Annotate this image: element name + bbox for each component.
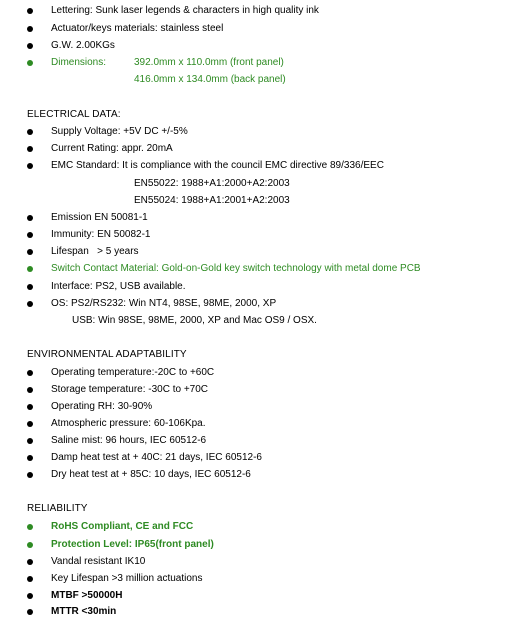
- dimensions-front: 392.0mm x 110.0mm (front panel): [134, 57, 284, 68]
- bullet-icon: [27, 387, 33, 393]
- item-text: EMC Standard: It is compliance with the council EMC directive 89/336/EEC: [51, 160, 384, 171]
- bullet-icon: [27, 8, 33, 14]
- bullet-icon: [27, 542, 33, 548]
- item-text: Operating temperature:-20C to +60C: [51, 367, 215, 378]
- bullet-icon: [27, 576, 33, 582]
- item-text: Atmospheric pressure: 60-106Kpa.: [51, 418, 206, 429]
- bullet-icon: [27, 455, 33, 461]
- item-text: G.W. 2.00KGs: [51, 40, 115, 51]
- bullet-icon: [27, 524, 33, 530]
- item-text: Storage temperature: -30C to +70C: [51, 384, 209, 395]
- bullet-icon: [27, 163, 33, 169]
- bullet-icon: [27, 370, 33, 376]
- bullet-icon: [27, 284, 33, 290]
- bullet-icon: [27, 472, 33, 478]
- item-text: MTTR <30min: [51, 606, 117, 617]
- item-text: Switch Contact Material: Gold-on-Gold key switch technology with metal dome PCB: [51, 263, 421, 274]
- bullet-icon: [27, 60, 33, 66]
- bullet-icon: [27, 232, 33, 238]
- item-text: RoHS Compliant, CE and FCC: [51, 521, 194, 532]
- bullet-icon: [27, 215, 33, 221]
- section-title-environmental: ENVIRONMENTAL ADAPTABILITY: [27, 349, 187, 360]
- item-text: MTBF >50000H: [51, 590, 123, 601]
- bullet-icon: [27, 43, 33, 49]
- item-text: Lifespan > 5 years: [51, 246, 139, 257]
- section-title-reliability: RELIABILITY: [27, 503, 88, 514]
- dimensions-back: 416.0mm x 134.0mm (back panel): [134, 74, 286, 85]
- item-text: Actuator/keys materials: stainless steel: [51, 23, 224, 34]
- item-text: Emission EN 50081-1: [51, 212, 148, 223]
- section-title-electrical: ELECTRICAL DATA:: [27, 109, 121, 120]
- bullet-icon: [27, 26, 33, 32]
- bullet-icon: [27, 438, 33, 444]
- bullet-icon: [27, 146, 33, 152]
- item-text: Dry heat test at + 85C: 10 days, IEC 60512-6: [51, 469, 251, 480]
- bullet-icon: [27, 249, 33, 255]
- bullet-icon: [27, 404, 33, 410]
- bullet-icon: [27, 421, 33, 427]
- item-text: Immunity: EN 50082-1: [51, 229, 151, 240]
- item-text: Key Lifespan >3 million actuations: [51, 573, 203, 584]
- bullet-icon: [27, 266, 33, 272]
- dimensions-label: Dimensions:: [51, 57, 107, 68]
- bullet-icon: [27, 301, 33, 307]
- bullet-icon: [27, 609, 33, 615]
- emc-en55024: EN55024: 1988+A1:2001+A2:2003: [134, 195, 290, 206]
- item-text: Damp heat test at + 40C: 21 days, IEC 60512-6: [51, 452, 262, 463]
- item-text: Lettering: Sunk laser legends & characters in high quality ink: [51, 5, 319, 16]
- bullet-icon: [27, 129, 33, 135]
- os-usb: USB: Win 98SE, 98ME, 2000, XP and Mac OS9 / OSX.: [72, 315, 317, 326]
- item-text: Operating RH: 30-90%: [51, 401, 153, 412]
- item-text: Supply Voltage: +5V DC +/-5%: [51, 126, 188, 137]
- list-item-dimensions: [27, 55, 497, 71]
- item-text: Current Rating: appr. 20mA: [51, 143, 173, 154]
- emc-en55022: EN55022: 1988+A1:2000+A2:2003: [134, 178, 290, 189]
- bullet-icon: [27, 559, 33, 565]
- item-text: OS: PS2/RS232: Win NT4, 98SE, 98ME, 2000, XP: [51, 298, 277, 309]
- item-text: Saline mist: 96 hours, IEC 60512-6: [51, 435, 207, 446]
- bullet-icon: [27, 593, 33, 599]
- item-text: Vandal resistant IK10: [51, 556, 146, 567]
- item-text: Interface: PS2, USB available.: [51, 281, 186, 292]
- item-text: Protection Level: IP65(front panel): [51, 539, 214, 550]
